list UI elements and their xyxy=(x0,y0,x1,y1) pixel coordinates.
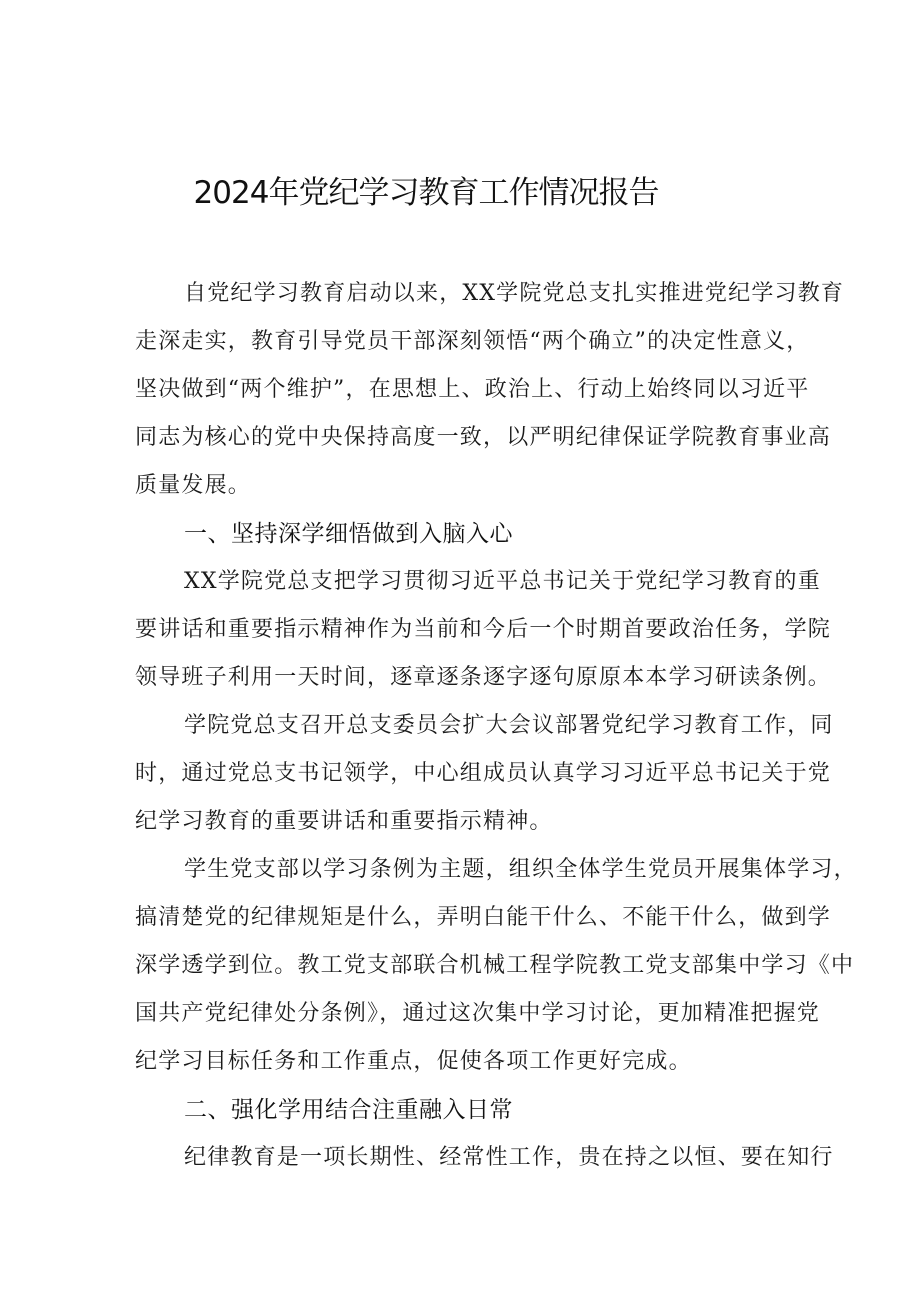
paragraph-4 xyxy=(135,1134,834,1182)
paragraph-1 xyxy=(135,558,832,702)
paragraph-line: 纪律教育是一项长期性、经常性工作，贵在持之以恒、要在知行 xyxy=(184,1145,834,1170)
paragraph-line: 要讲话和重要指示精神作为当前和今后一个时期首要政治任务，学院 xyxy=(135,617,832,642)
paragraph-line: 纪学习目标任务和工作重点，促使各项工作更好完成。 xyxy=(135,1049,692,1074)
paragraph-line: 学生党支部以学习条例为主题，组织全体学生党员开展集体学习， xyxy=(184,857,857,882)
paragraph-line: 纪学习教育的重要讲话和重要指示精神。 xyxy=(135,809,553,834)
section-heading-2: 二、强化学用结合注重融入日常 xyxy=(184,1097,513,1123)
paragraph-line: 自党纪学习教育启动以来，XX学院党总支扎实推进党纪学习教育 xyxy=(184,281,845,306)
paragraph-3 xyxy=(135,846,857,1086)
paragraph-line: 深学透学到位。教工党支部联合机械工程学院教工党支部集中学习《中 xyxy=(135,953,855,978)
document-title: 2024年党纪学习教育工作情况报告 xyxy=(193,175,659,211)
paragraph-line: 领导班子利用一天时间，逐章逐条逐字逐句原原本本学习研读条例。 xyxy=(135,665,832,690)
paragraph-line: 走深走实，教育引导党员干部深刻领悟“两个确立”的决定性意义， xyxy=(135,329,810,354)
paragraph-line: 质量发展。 xyxy=(135,473,252,498)
paragraph-intro xyxy=(135,270,845,510)
paragraph-line: 学院党总支召开总支委员会扩大会议部署党纪学习教育工作，同 xyxy=(184,713,834,738)
paragraph-line: 坚决做到“两个维护”，在思想上、政治上、行动上始终同以习近平 xyxy=(135,377,810,402)
paragraph-line: 国共产党纪律处分条例》，通过这次集中学习讨论，更加精准把握党 xyxy=(135,1001,821,1026)
section-heading-1: 一、坚持深学细悟做到入脑入心 xyxy=(184,521,513,547)
paragraph-line: 时，通过党总支书记领学，中心组成员认真学习习近平总书记关于党 xyxy=(135,761,832,786)
paragraph-line: 同志为核心的党中央保持高度一致，以严明纪律保证学院教育事业高 xyxy=(135,425,832,450)
paragraph-line: XX学院党总支把学习贯彻习近平总书记关于党纪学习教育的重 xyxy=(184,569,821,594)
paragraph-line: 搞清楚党的纪律规矩是什么，弄明白能干什么、不能干什么，做到学 xyxy=(135,905,832,930)
paragraph-2 xyxy=(135,702,834,846)
